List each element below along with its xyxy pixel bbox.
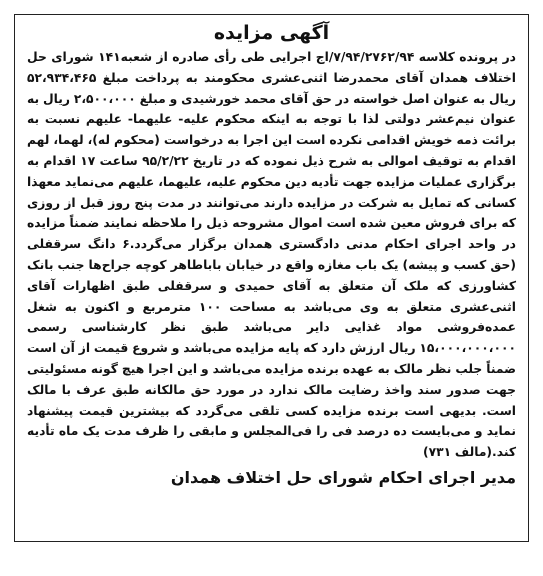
notice-signature: مدیر اجرای احکام شورای حل اختلاف همدان bbox=[170, 467, 516, 487]
notice-body: در پرونده کلاسه ۷/۹۴/۲۷۶۲/۹۴/اج اجرایی طی رأی صادره از شعبه۱۴۱ شورای حل اختلاف همدان آقای محمدرضا اثنی‌عشری محکومند به پرداخت مبلغ ۵۲،۹۳۴،۴۶۵ ریال به عنوان اصل خواسته در حق آقای محمد خورشیدی و مبلغ ۲،۵۰۰،۰۰۰ ریال به عنوان نیم‌عشر دولتی لذا با توجه به اینکه محکوم علیه- علیهما- علیهم نسبت به برائت ذمه خویش اقدامی نکرده است این اجرا به درخواست (محکوم له)، لهما، لهم اقدام به توقیف اموالی به شرح ذیل نموده که در تاریخ ۹۵/۲/۲۲ ساعت ۱۷ اقدام به برگزاری عملیات مزایده جهت تأدیه دین محکوم علیه، علیهما، علیهم می‌نماید معهذا کسانی که تمایل به شرکت در مزایده دارند می‌توانند در مدت پنج روز قبل از روزی که برای فروش معین شده است اموال مشروحه ذیل را ملاحظه نمایند ضمناً مزایده در واحد اجرای احکام مدنی دادگستری همدان برگزار می‌گردد.۶ دانگ سرقفلی (حق کسب و پیشه) یک باب مغازه واقع در خیابان باباطاهر کوچه جراح‌ها جنب بانک کشاورزی که ملک آن متعلق به آقای حمیدی و سرقفلی طبق اظهارات آقای اثنی‌عشری متعلق به وی می‌باشد به مساحت ۱۰۰ مترمربع و اکنون به شغل عمده‌فروشی مواد غذایی دایر می‌باشد طبق نظر کارشناسی رسمی ۱۵،۰۰۰،۰۰۰،۰۰۰ ریال ارزش دارد که پایه مزایده می‌باشد و شروع قیمت از آن است ضمناً جلب نظر مالک به عهده برنده مزایده می‌باشد و این اجرا هیچ گونه مسئولیتی جهت صدور سند واخذ رضایت مالک ندارد در مورد حق مالکانه طبق عرف با مالک است. بدیهی است برنده مزایده کسی تلقی می‌گردد که بیشترین قیمت پیشنهاد نماید و می‌بایست ده درصد فی را فی‌المجلس و مابقی را ظرف مدت یک ماه تأدیه کند.(مالف ۷۳۱) bbox=[27, 50, 516, 460]
notice-frame bbox=[14, 14, 529, 542]
notice-title: آگهی مزایده bbox=[213, 22, 330, 44]
